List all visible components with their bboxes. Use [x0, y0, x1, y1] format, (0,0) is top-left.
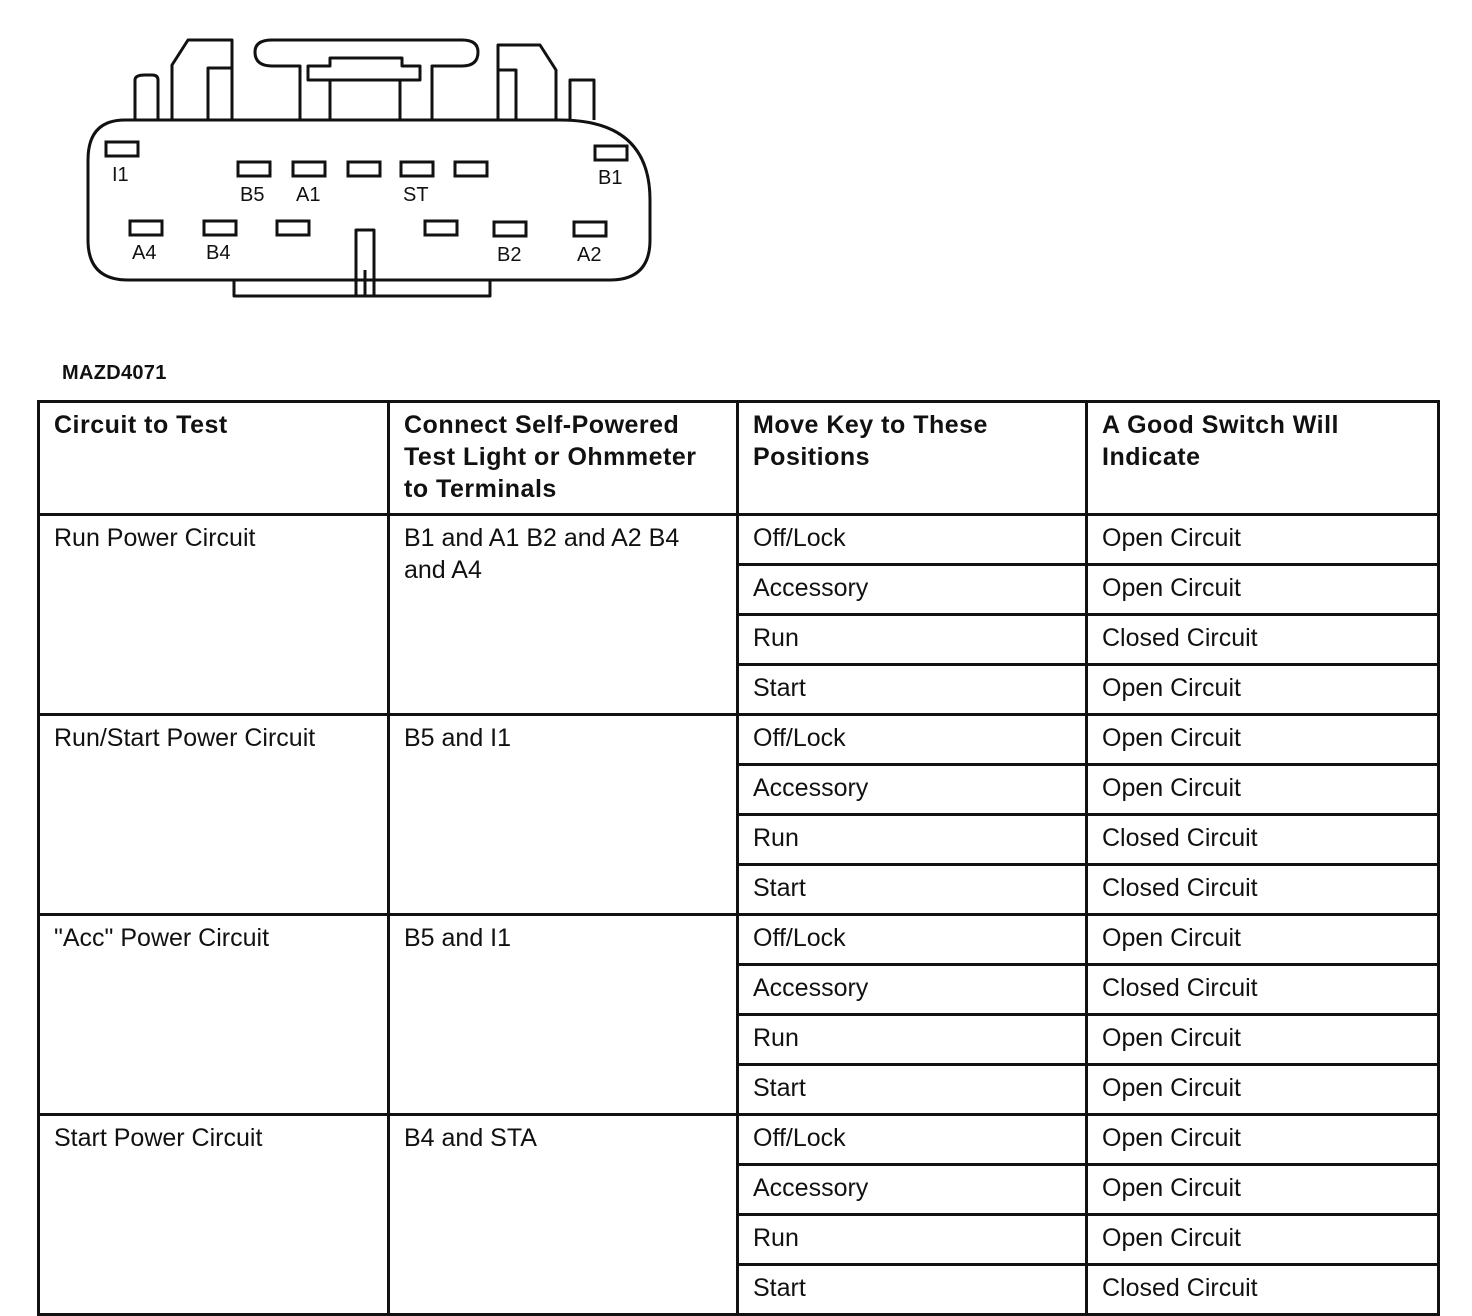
terminals-cell: B4 and STA: [389, 1115, 738, 1315]
circuit-cell: Start Power Circuit: [39, 1115, 389, 1315]
position-cell: Start: [738, 665, 1087, 715]
table-row: [39, 715, 1439, 765]
position-cell: Off/Lock: [738, 715, 1087, 765]
left-post: [135, 75, 158, 120]
pin-cavity: [277, 221, 309, 235]
pin-label: ST: [403, 184, 429, 206]
result-cell: Closed Circuit: [1087, 965, 1439, 1015]
terminals-cell: B5 and I1: [389, 715, 738, 915]
circuit-cell: Run/Start Power Circuit: [39, 715, 389, 915]
pin-label: B5: [240, 184, 265, 206]
switch-test-table: [37, 400, 1440, 1316]
result-cell: Open Circuit: [1087, 915, 1439, 965]
position-cell: Run: [738, 815, 1087, 865]
position-cell: Run: [738, 1215, 1087, 1265]
connector-key: [356, 230, 374, 296]
position-cell: Start: [738, 1065, 1087, 1115]
connector-skirt: [234, 280, 490, 296]
terminals-cell: B5 and I1: [389, 915, 738, 1115]
figure-id: MAZD4071: [62, 362, 167, 384]
pin-cavity: [494, 222, 526, 236]
pin-label: B1: [598, 167, 623, 189]
position-cell: Off/Lock: [738, 1115, 1087, 1165]
position-cell: Accessory: [738, 1165, 1087, 1215]
result-cell: Open Circuit: [1087, 1015, 1439, 1065]
connector-diagram: [0, 0, 700, 320]
pin-label: B2: [497, 244, 522, 266]
pin-label: A4: [132, 242, 157, 264]
position-cell: Accessory: [738, 965, 1087, 1015]
position-cell: Run: [738, 615, 1087, 665]
terminals-cell: B1 and A1 B2 and A2 B4 and A4: [389, 515, 738, 715]
pin-cavity: [574, 222, 606, 236]
pin-cavity: [401, 162, 433, 176]
result-cell: Open Circuit: [1087, 515, 1439, 565]
result-cell: Open Circuit: [1087, 1115, 1439, 1165]
header-terminals: Connect Self-Powered Test Light or Ohmmeter to Terminals: [389, 402, 738, 515]
position-cell: Start: [738, 865, 1087, 915]
table-row: [39, 915, 1439, 965]
header-circuit: Circuit to Test: [39, 402, 389, 515]
pin-label: B4: [206, 242, 231, 264]
pin-cavity: [238, 162, 270, 176]
pin-cavity: [204, 221, 236, 235]
position-cell: Off/Lock: [738, 915, 1087, 965]
result-cell: Open Circuit: [1087, 1065, 1439, 1115]
pin-cavity: [293, 162, 325, 176]
circuit-cell: Run Power Circuit: [39, 515, 389, 715]
right-latch: [498, 45, 556, 120]
connector-housing: [88, 120, 650, 280]
position-cell: Start: [738, 1265, 1087, 1315]
pin-cavity: [130, 221, 162, 235]
result-cell: Open Circuit: [1087, 665, 1439, 715]
pin-cavity: [106, 142, 138, 156]
result-cell: Open Circuit: [1087, 1215, 1439, 1265]
pin-label: A1: [296, 184, 321, 206]
top-lock-cap: [308, 58, 420, 120]
result-cell: Open Circuit: [1087, 715, 1439, 765]
result-cell: Closed Circuit: [1087, 815, 1439, 865]
position-cell: Accessory: [738, 765, 1087, 815]
left-latch: [172, 40, 232, 120]
result-cell: Closed Circuit: [1087, 615, 1439, 665]
result-cell: Closed Circuit: [1087, 1265, 1439, 1315]
position-cell: Accessory: [738, 565, 1087, 615]
circuit-cell: "Acc" Power Circuit: [39, 915, 389, 1115]
position-cell: Run: [738, 1015, 1087, 1065]
pin-cavity: [348, 162, 380, 176]
header-key-positions: Move Key to These Positions: [738, 402, 1087, 515]
pin-label: I1: [112, 164, 129, 186]
result-cell: Open Circuit: [1087, 765, 1439, 815]
table-row: [39, 1115, 1439, 1165]
table-row: [39, 515, 1439, 565]
header-row: [39, 402, 1439, 515]
result-cell: Open Circuit: [1087, 1165, 1439, 1215]
pin-cavity: [595, 146, 627, 160]
result-cell: Closed Circuit: [1087, 865, 1439, 915]
pin-cavity: [425, 221, 457, 235]
result-cell: Open Circuit: [1087, 565, 1439, 615]
position-cell: Off/Lock: [738, 515, 1087, 565]
pin-label: A2: [577, 244, 602, 266]
right-post: [570, 80, 594, 120]
pin-cavity: [455, 162, 487, 176]
header-result: A Good Switch Will Indicate: [1087, 402, 1439, 515]
